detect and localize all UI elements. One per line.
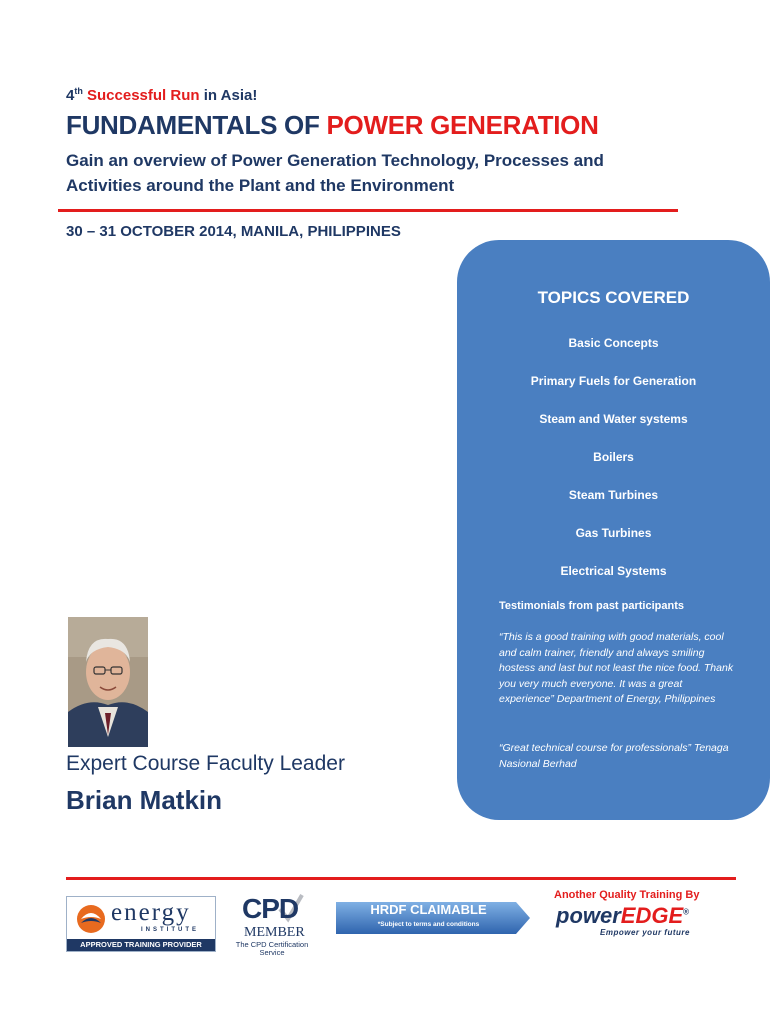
hrdf-title: HRDF CLAIMABLE xyxy=(370,902,487,917)
topic-item: Steam and Water systems xyxy=(539,412,688,426)
topic-item: Steam Turbines xyxy=(568,488,659,502)
testimonial-quote: “Great technical course for professionals” Tenaga Nasional Berhad xyxy=(499,742,729,770)
cpd-member-text: MEMBER xyxy=(244,925,305,940)
tagline: 4th Successful Run in Asia! xyxy=(66,86,258,104)
divider-top xyxy=(58,209,678,212)
topic-item: Basic Concepts xyxy=(568,336,659,350)
faculty-name: Brian Matkin xyxy=(66,785,223,815)
energy-swirl-icon xyxy=(75,903,107,935)
subtitle: Gain an overview of Power Generation Technology, Processes and Activities around the Plant and the Environment xyxy=(66,151,604,195)
testimonials-heading: Testimonials from past participants xyxy=(499,600,685,612)
topic-item: Boilers xyxy=(593,450,634,464)
topics-panel xyxy=(457,240,770,820)
energy-institute-logo xyxy=(66,896,216,952)
page-title: FUNDAMENTALS OF POWER GENERATION xyxy=(66,110,599,140)
topic-item: Electrical Systems xyxy=(560,564,667,578)
testimonial-quote: “This is a good training with good materials, cool and calm trainer, friendly and always smiling hostess and last but not least the nice food. Thank you very much everyone. It was a great experience” Department of Energy, Philippines xyxy=(499,631,734,705)
poweredge-tagline: Empower your future xyxy=(600,928,690,937)
topics-title: TOPICS COVERED xyxy=(537,288,690,307)
hrdf-badge xyxy=(336,898,531,938)
cpd-logo-text: CPD xyxy=(242,893,299,924)
faculty-label: Expert Course Faculty Leader xyxy=(66,752,345,775)
cpd-sub-text: The CPD Certification Service xyxy=(235,940,309,957)
topic-item: Gas Turbines xyxy=(575,526,652,540)
poweredge-logo: powerEDGE® xyxy=(556,903,690,928)
divider-bottom xyxy=(66,877,736,880)
energy-logo-text: energy xyxy=(111,899,191,926)
event-date: 30 – 31 OCTOBER 2014, MANILA, PHILIPPINES xyxy=(66,223,401,240)
cpd-member-logo xyxy=(232,893,312,958)
topic-item: Primary Fuels for Generation xyxy=(530,374,697,388)
hrdf-sub: *Subject to terms and conditions xyxy=(377,921,480,928)
faculty-photo xyxy=(68,617,148,747)
energy-logo-bar: APPROVED TRAINING PROVIDER xyxy=(67,939,215,951)
energy-logo-institute: INSTITUTE xyxy=(141,927,199,933)
poweredge-byline: Another Quality Training By xyxy=(554,889,700,901)
